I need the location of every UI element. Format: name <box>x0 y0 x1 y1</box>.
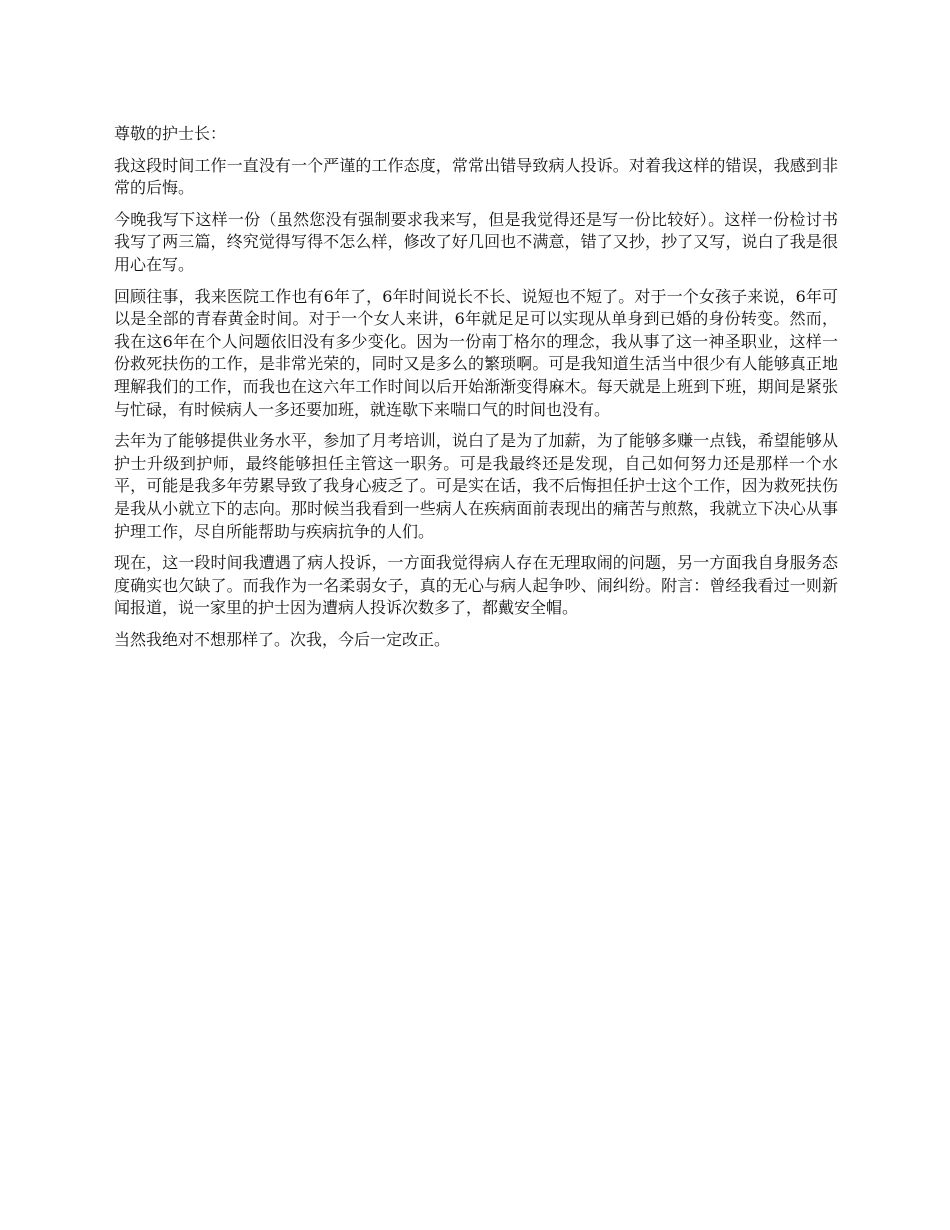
paragraph-looking-back: 回顾往事，我来医院工作也有6年了，6年时间说长不长、说短也不短了。对于一个女孩子来说，6年可以是全部的青春黄金时间。对于一个女人来讲，6年就足足可以实现从单身到已婚的身份转变。然而，我在这6年在个人问题依旧没有多少变化。因为一份南丁格尔的理念，我从事了这一神圣职业，这样一份救死扶伤的工作，是非常光荣的，同时又是多么的繁琐啊。可是我知道生活当中很少有人能够真正地理解我们的工作，而我也在这六年工作时间以后开始渐渐变得麻木。每天就是上班到下班，期间是紧张与忙碌，有时候病人一多还要加班，就连歇下来喘口气的时间也没有。 <box>114 286 838 419</box>
paragraph-writing-effort: 今晚我写下这样一份（虽然您没有强制要求我来写，但是我觉得还是写一份比较好）。这样一份检讨书我写了两三篇，终究觉得写得不怎么样，修改了好几回也不满意，错了又抄，抄了又写，说白了我是很用心在写。 <box>114 209 838 274</box>
letter-greeting: 尊敬的护士长： <box>114 124 227 143</box>
paragraph-last-year: 去年为了能够提供业务水平，参加了月考培训，说白了是为了加薪，为了能够多赚一点钱，希望能够从护士升级到护师，最终能够担任主管这一职务。可是我最终还是发现，自己如何努力还是那样一个水平，可能是我多年劳累导致了我身心疲乏了。可是实在话，我不后悔担任护士这个工作，因为救死扶伤是我从小就立下的志向。那时候当我看到一些病人在疾病面前表现出的痛苦与煎熬，我就立下决心从事护理工作，尽自所能帮助与疾病抗争的人们。 <box>114 431 838 541</box>
paragraph-closing: 当然我绝对不想那样了。次我，今后一定改正。 <box>114 629 451 649</box>
paragraph-complaint: 现在，这一段时间我遭遇了病人投诉，一方面我觉得病人存在无理取闹的问题，另一方面我自身服务态度确实也欠缺了。而我作为一名柔弱女子，真的无心与病人起争吵、闹纠纷。附言：曾经我看过一则新闻报道，说一家里的护士因为遭病人投诉次数多了，都戴安全帽。 <box>114 553 838 618</box>
letter-body <box>114 123 838 651</box>
paragraph-apology-intro: 我这段时间工作一直没有一个严谨的工作态度，常常出错导致病人投诉。对着我这样的错误，我感到非常的后悔。 <box>114 155 838 198</box>
